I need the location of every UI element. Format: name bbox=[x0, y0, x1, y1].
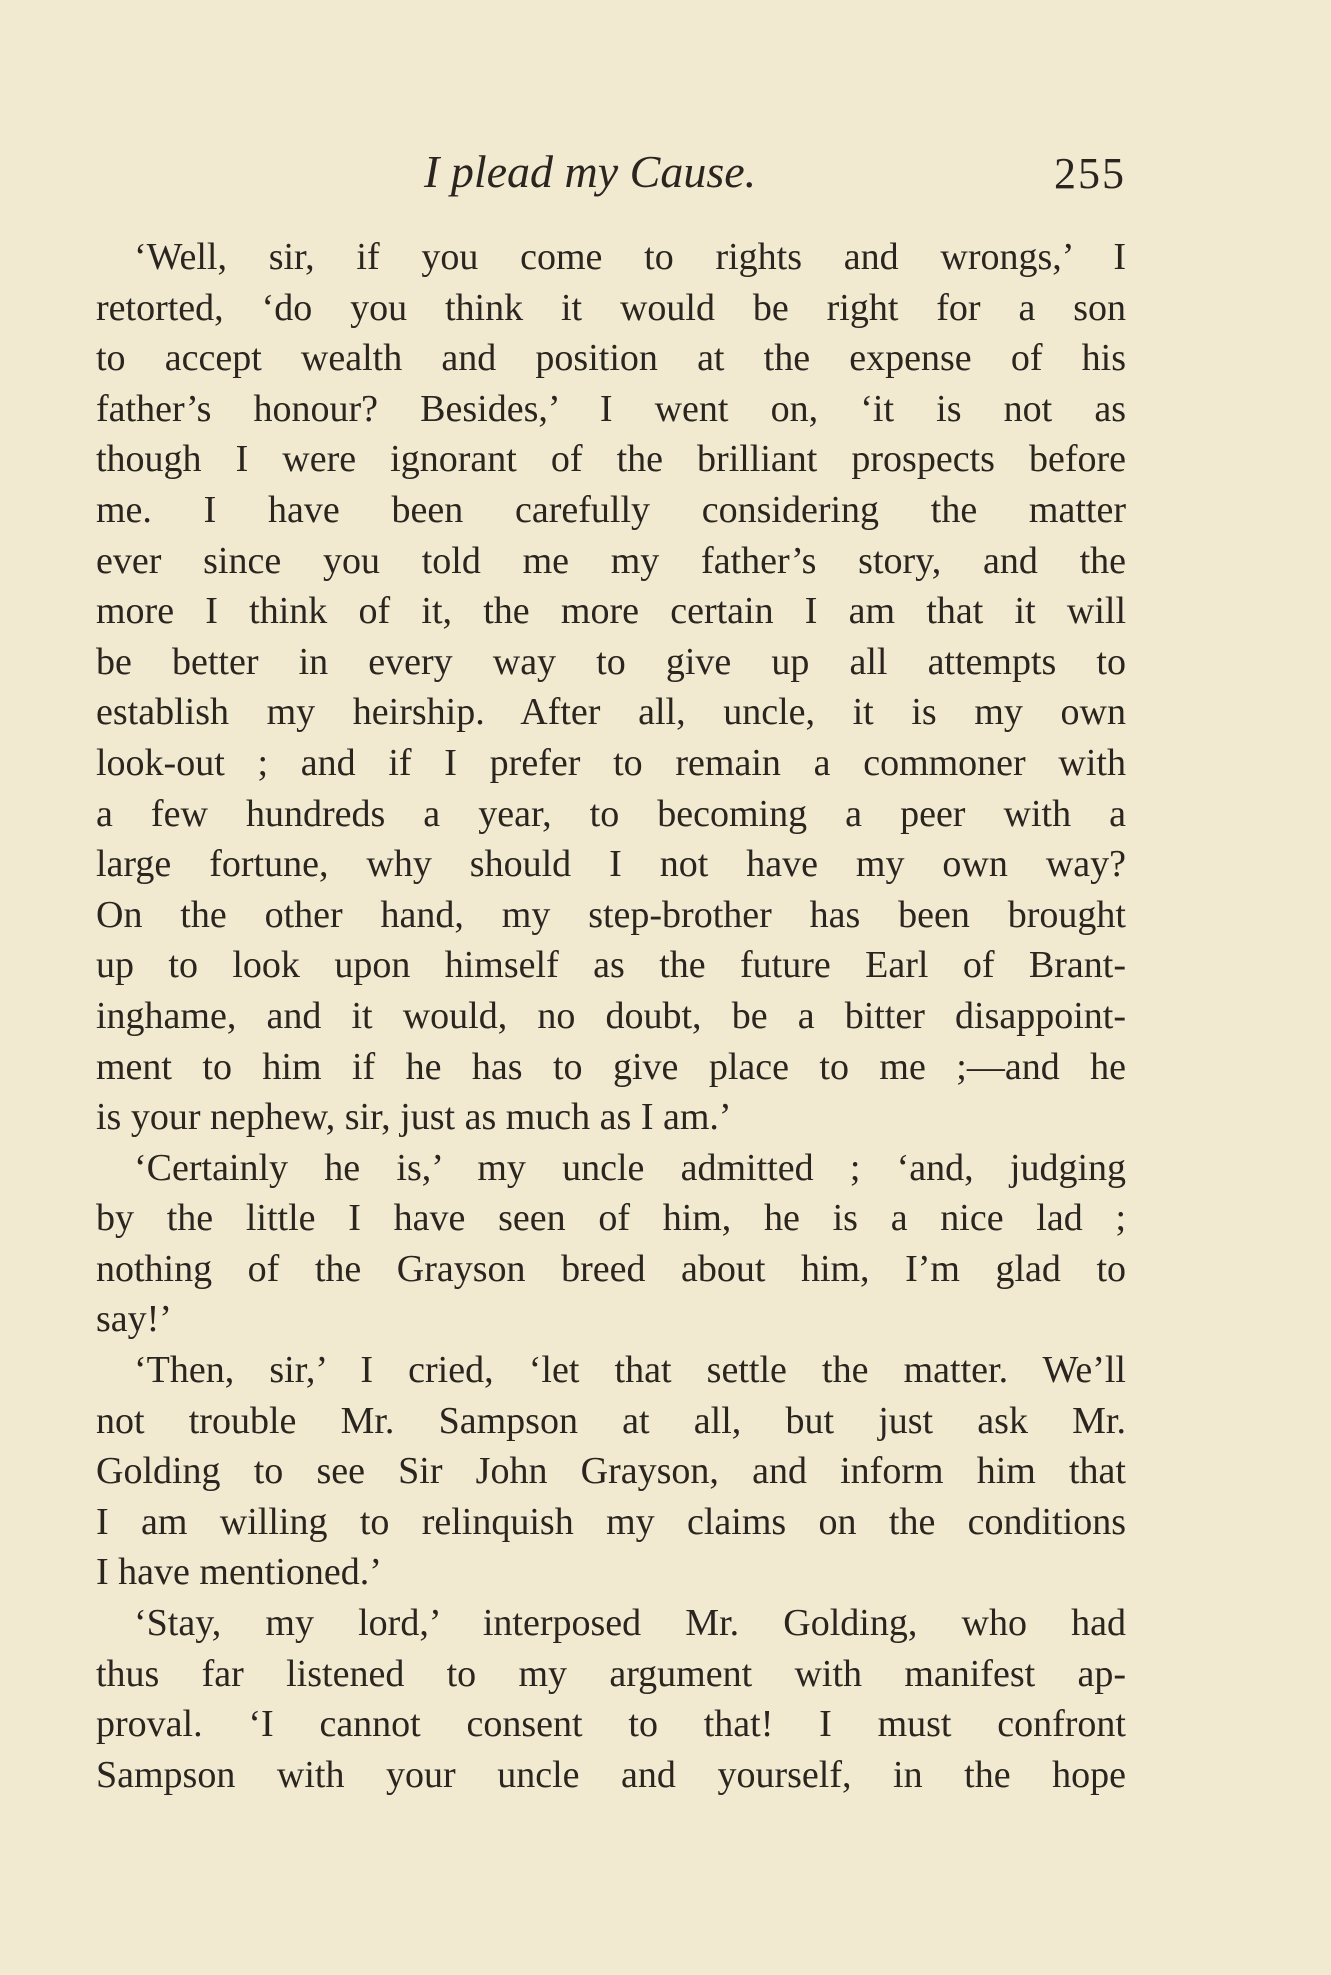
text-line: Golding to see Sir John Grayson, and inform him that bbox=[96, 1450, 1126, 1493]
text-line: ment to him if he has to give place to me ;—and he bbox=[96, 1045, 1126, 1088]
text-line: retorted, ‘do you think it would be right for a son bbox=[96, 286, 1126, 329]
text-line: say!’ bbox=[96, 1298, 172, 1341]
text-line: large fortune, why should I not have my own way? bbox=[96, 843, 1126, 886]
text-line: thus far listened to my argument with manifest ap- bbox=[96, 1652, 1126, 1695]
text-line: not trouble Mr. Sampson at all, but just ask Mr. bbox=[96, 1399, 1126, 1442]
text-line: more I think of it, the more certain I am that it will bbox=[96, 590, 1126, 633]
text-line: ‘Certainly he is,’ my uncle admitted ; ‘and, judging bbox=[134, 1146, 1126, 1189]
text-line: father’s honour? Besides,’ I went on, ‘it is not as bbox=[96, 387, 1126, 430]
text-line: ‘Stay, my lord,’ interposed Mr. Golding, who had bbox=[134, 1602, 1126, 1645]
text-line: nothing of the Grayson breed about him, I’m glad to bbox=[96, 1247, 1126, 1290]
text-line: up to look upon himself as the future Earl of Brant- bbox=[96, 944, 1126, 987]
page-number: 255 bbox=[1054, 149, 1126, 198]
running-title: I plead my Cause. bbox=[424, 146, 757, 197]
text-line: me. I have been carefully considering the matter bbox=[96, 488, 1126, 531]
text-line: I have mentioned.’ bbox=[96, 1551, 382, 1594]
text-line: ‘Well, sir, if you come to rights and wrongs,’ I bbox=[134, 236, 1126, 278]
text-line: I am willing to relinquish my claims on the conditions bbox=[96, 1500, 1126, 1543]
text-line: proval. ‘I cannot consent to that! I must confront bbox=[96, 1703, 1126, 1746]
text-line: On the other hand, my step-brother has been brought bbox=[96, 893, 1126, 936]
text-line: a few hundreds a year, to becoming a peer with a bbox=[96, 792, 1126, 835]
text-line: ever since you told me my father’s story, and the bbox=[96, 539, 1126, 582]
text-line: is your nephew, sir, just as much as I am.’ bbox=[96, 1096, 732, 1139]
text-line: though I were ignorant of the brilliant prospects before bbox=[96, 438, 1126, 481]
text-line: be better in every way to give up all attempts to bbox=[96, 640, 1126, 683]
text-line: inghame, and it would, no doubt, be a bitter disappoint- bbox=[96, 994, 1126, 1037]
text-line: look-out ; and if I prefer to remain a commoner with bbox=[96, 741, 1126, 784]
text-line: ‘Then, sir,’ I cried, ‘let that settle the matter. We’ll bbox=[134, 1349, 1126, 1392]
text-line: Sampson with your uncle and yourself, in the hope bbox=[96, 1753, 1126, 1796]
body-text bbox=[96, 232, 1126, 1800]
text-line: establish my heirship. After all, uncle, it is my own bbox=[96, 691, 1126, 734]
running-head bbox=[96, 142, 1126, 202]
text-line: by the little I have seen of him, he is a nice lad ; bbox=[96, 1197, 1126, 1240]
text-line: to accept wealth and position at the expense of his bbox=[96, 337, 1126, 380]
